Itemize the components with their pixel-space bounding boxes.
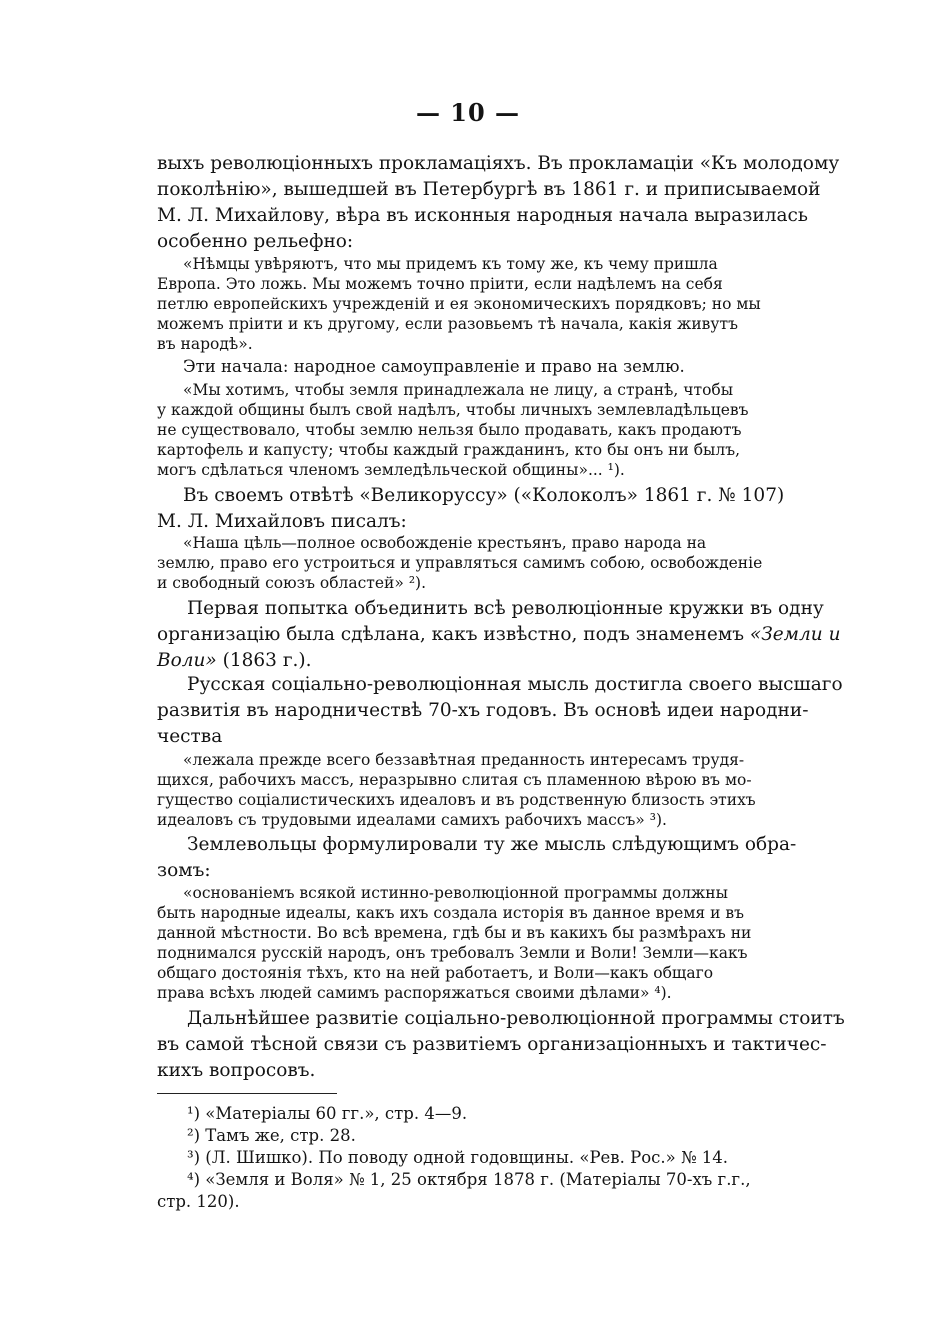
quote-line: «Мы хотимъ, чтобы земля принадлежала не лицу, а странѣ, чтобы	[183, 381, 734, 399]
quote-line: щихся, рабочихъ массъ, неразрывно слитая съ пламенною вѣрою въ мо-	[157, 771, 752, 789]
quote-line	[157, 983, 787, 1003]
quote-line: поднимался русскій народъ, онъ требовалъ Земли и Воли! Земли—какъ	[157, 944, 748, 962]
text-line	[157, 649, 787, 673]
quote-line: «основаніемъ всякой истинно-революціонной программы должны	[183, 884, 728, 902]
quote-line: землю, право его устроиться и управляться самимъ собою, освобожденіе	[157, 554, 763, 572]
quote-line: «Наша цѣль—полное освобожденіе крестьянъ, право народа на	[183, 534, 707, 552]
quote-text: могъ сдѣлаться членомъ земледѣльческой общины»...	[157, 461, 603, 479]
text-span: (1863 г.).	[222, 650, 312, 671]
text-line: М. Л. Михайлову, вѣра въ исконныя народныя начала выразилась	[157, 205, 808, 226]
quote-line: «Нѣмцы увѣряютъ, что мы придемъ къ тому же, къ чему пришла	[183, 255, 718, 273]
quote-line: у каждой общины былъ свой надѣлъ, чтобы личныхъ землевладѣльцевъ	[157, 401, 749, 419]
quote-line: гущество соціалистическихъ идеаловъ и въ родственную близость этихъ	[157, 791, 756, 809]
text-line	[157, 623, 841, 647]
text-line: Первая попытка объединить всѣ революціонные кружки въ одну	[187, 598, 824, 619]
quote-line: «лежала прежде всего беззавѣтная преданность интересамъ трудя-	[183, 751, 745, 769]
quote-text: права всѣхъ людей самимъ распоряжаться своими дѣлами»	[157, 984, 650, 1002]
quote-line	[157, 460, 787, 480]
quote-line: не существовало, чтобы землю нельзя было продавать, какъ продаютъ	[157, 421, 742, 439]
text-line: чества	[157, 726, 223, 747]
quote-line: петлю европейскихъ учрежденій и ея экономическихъ порядковъ; но мы	[157, 295, 761, 313]
text-line: Землевольцы формулировали ту же мысль слѣдующимъ обра-	[187, 834, 797, 855]
text-line: кихъ вопросовъ.	[157, 1060, 316, 1081]
footnote: ³) (Л. Шишко). По поводу одной годовщины. «Рев. Рос.» № 14.	[187, 1148, 729, 1167]
quote-line	[157, 810, 787, 830]
italic-title: Воли»	[157, 650, 217, 671]
footnote: ¹) «Матеріалы 60 гг.», стр. 4—9.	[187, 1104, 468, 1123]
footnote-divider	[157, 1093, 337, 1094]
text-line: М. Л. Михайловъ писалъ:	[157, 511, 407, 532]
quote-text: идеаловъ съ трудовыми идеалами самихъ рабочихъ массъ»	[157, 811, 645, 829]
quote-line: картофель и капусту; чтобы каждый гражданинъ, кто бы онъ ни былъ,	[157, 441, 741, 459]
text-line: развитія въ народничествѣ 70-хъ годовъ. Въ основѣ идеи народни-	[157, 700, 809, 721]
quote-line: можемъ пріити и къ другому, если разовьемъ тѣ начала, какія живутъ	[157, 315, 738, 333]
text-line: зомъ:	[157, 860, 211, 881]
footnote-ref: ⁴).	[654, 984, 672, 1002]
footnote-ref: ³).	[649, 811, 667, 829]
text-line: Въ своемъ отвѣтѣ «Великоруссу» («Колоколъ» 1861 г. № 107)	[183, 485, 785, 506]
quote-line: общаго достоянія тѣхъ, кто на ней работаетъ, и Воли—какъ общаго	[157, 964, 714, 982]
text-span: организацію была сдѣлана, какъ извѣстно, подъ знаменемъ	[157, 624, 744, 645]
text-line: Дальнѣйшее развитіе соціально-революціонной программы стоитъ	[187, 1008, 845, 1029]
quote-text: и свободный союзъ областей»	[157, 574, 404, 592]
italic-title: «Земли и	[749, 624, 841, 645]
footnote: ⁴) «Земля и Воля» № 1, 25 октября 1878 г. (Матеріалы 70-хъ г.г.,	[187, 1170, 751, 1189]
quote-line: быть народные идеалы, какъ ихъ создала исторія въ данное время и въ	[157, 904, 744, 922]
quote-line: Европа. Это ложь. Мы можемъ точно пріити, если надѣлемъ на себя	[157, 275, 723, 293]
quote-line: данной мѣстности. Во всѣ времена, гдѣ бы и въ какихъ бы размѣрахъ ни	[157, 924, 752, 942]
text-line: выхъ революціонныхъ прокламаціяхъ. Въ прокламаціи «Къ молодому	[157, 153, 840, 174]
text-line: въ самой тѣсной связи съ развитіемъ организаціонныхъ и тактичес-	[157, 1034, 827, 1055]
text-line: поколѣнію», вышедшей въ Петербургѣ въ 1861 г. и приписываемой	[157, 179, 821, 200]
page-number: — 10 —	[415, 98, 521, 127]
footnote-ref: ¹).	[607, 461, 625, 479]
text-line: Эти начала: народное самоуправленіе и право на землю.	[183, 357, 685, 376]
quote-line	[157, 573, 787, 593]
footnote: стр. 120).	[157, 1192, 240, 1211]
text-line: Русская соціально-революціонная мысль достигла своего высшаго	[187, 674, 843, 695]
quote-line: въ народѣ».	[157, 335, 253, 353]
footnote-ref: ²).	[408, 574, 427, 592]
footnote: ²) Тамъ же, стр. 28.	[187, 1126, 356, 1145]
text-line: особенно рельефно:	[157, 231, 354, 252]
